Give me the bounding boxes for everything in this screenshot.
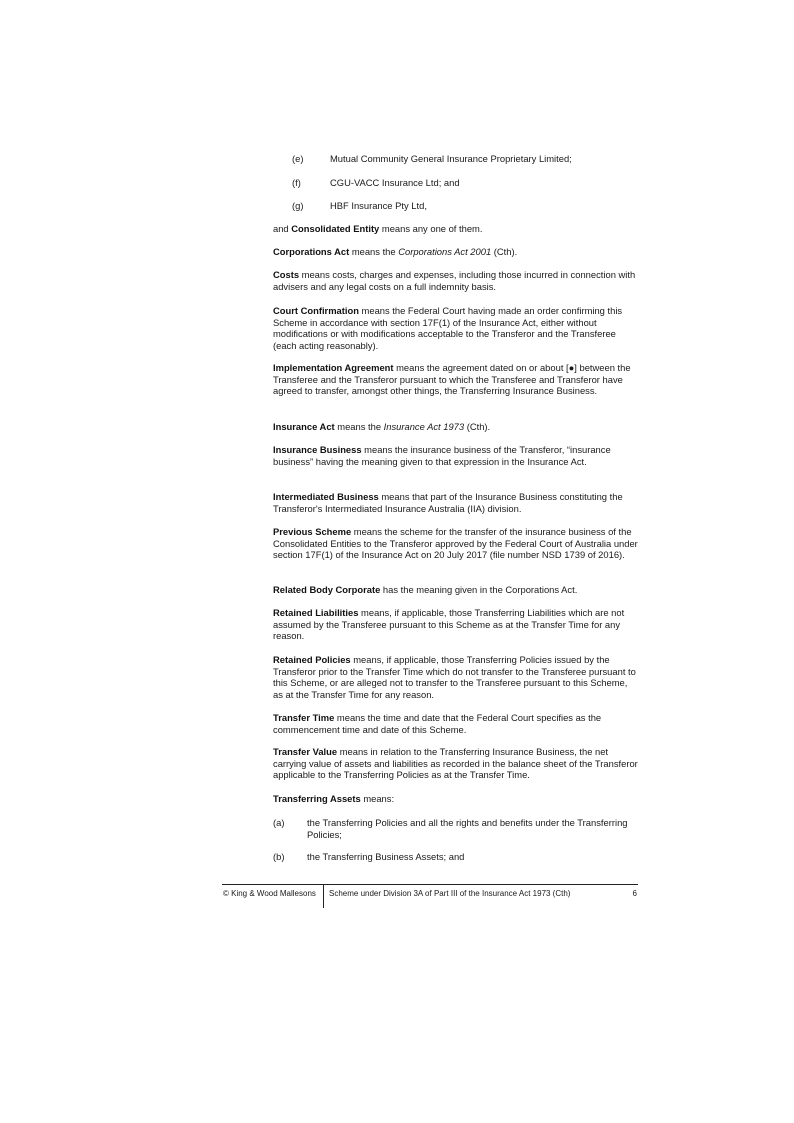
- definition-text: means the time and date that the Federal Court specifies as the commencement time and date of this Scheme.: [273, 712, 602, 735]
- definition-term: Related Body Corporate: [273, 584, 381, 595]
- list-item-label: (a): [273, 817, 285, 828]
- definition-text: means in relation to the Transferring Insurance Business, the net carrying value of assets and liabilities as recorded in the balance sheet of the Transferor applicable to the Transferring Policies as at the Transfer Time.: [273, 746, 638, 780]
- definition-term: Insurance Act: [273, 421, 335, 432]
- footer-divider: [222, 884, 638, 885]
- list-item-text: the Transferring Business Assets; and: [307, 851, 465, 862]
- definition-text: means the: [349, 246, 399, 257]
- definition-intermediated-business: [273, 491, 638, 514]
- definition-text-tail: (Cth).: [464, 421, 491, 432]
- definition-term: Previous Scheme: [273, 526, 352, 537]
- definition-insurance-act: [273, 421, 638, 433]
- definition-term: Insurance Business: [273, 444, 362, 455]
- act-title: Corporations Act 2001: [398, 246, 492, 257]
- definition-costs: [273, 269, 638, 292]
- definition-text: means, if applicable, those Transferring Liabilities which are not assumed by the Transferee pursuant to this Scheme as at the Transfer Time for any reason.: [273, 607, 625, 641]
- definition-consolidated-entity: [273, 223, 638, 235]
- list-item-text: CGU-VACC Insurance Ltd; and: [330, 177, 460, 188]
- definition-text: means the scheme for the transfer of the insurance business of the Consolidated Entities to the Transferor approved by the Federal Court of Australia under section 17F(1) of the Insurance Act on 20 July 2017 (file number NSD 1739 of 2016).: [273, 526, 638, 560]
- definition-text: means the agreement dated on or about [●] between the Transferee and the Transferor pursuant to which the Transferee and Transferor have agreed to transfer, amongst other things, the Transferring Insurance Business.: [273, 362, 631, 396]
- definition-retained-liabilities: [273, 607, 638, 642]
- definition-text: means any one of them.: [379, 223, 483, 234]
- definition-insurance-business: [273, 444, 638, 467]
- page-number: 6: [632, 889, 637, 898]
- definition-term: Consolidated Entity: [291, 223, 380, 234]
- list-item-label: (e): [292, 153, 304, 164]
- list-item-label: (g): [292, 200, 304, 211]
- definition-term: Court Confirmation: [273, 305, 359, 316]
- definition-court-confirmation: [273, 305, 638, 351]
- definition-text: means that part of the Insurance Business constituting the Transferor's Intermediated Insurance Australia (IIA) division.: [273, 491, 623, 514]
- definition-term: Retained Liabilities: [273, 607, 359, 618]
- act-title: Insurance Act 1973: [383, 421, 465, 432]
- list-item-text: the Transferring Policies and all the rights and benefits under the Transferring Policies;: [307, 817, 628, 840]
- definition-text: means:: [360, 793, 395, 804]
- definition-prefix: and: [273, 223, 292, 234]
- definition-transfer-value: [273, 746, 638, 781]
- definition-term: Transfer Time: [273, 712, 335, 723]
- definition-related-body-corporate: [273, 584, 638, 596]
- definition-transferring-assets: [273, 793, 638, 805]
- list-item-text: HBF Insurance Pty Ltd,: [330, 200, 427, 211]
- definition-text: means the Federal Court having made an order confirming this Scheme in accordance with section 17F(1) of the Insurance Act, either without modifications or with modifications acceptable to the Transferor and the Transferee (each acting reasonably).: [273, 305, 623, 351]
- definition-previous-scheme: [273, 526, 638, 561]
- definition-term: Corporations Act: [273, 246, 350, 257]
- definition-transfer-time: [273, 712, 638, 735]
- definition-text: means the: [334, 421, 384, 432]
- footer-vertical-divider: [323, 884, 324, 908]
- list-item-text: Mutual Community General Insurance Proprietary Limited;: [330, 153, 572, 164]
- definition-text: means, if applicable, those Transferring Policies issued by the Transferor prior to the Transfer Time which do not transfer to the Transferee pursuant to this Scheme, or are alleged not to transfer to the Transferee pursuant to this Scheme, as at the Transfer Time for any reason.: [273, 654, 636, 700]
- definition-corporations-act: [273, 246, 638, 258]
- list-item-label: (b): [273, 851, 285, 862]
- definition-text: means the insurance business of the Transferor, “insurance business” having the meaning given to that expression in the Insurance Act.: [273, 444, 611, 467]
- definition-term: Transferring Assets: [273, 793, 361, 804]
- definition-term: Transfer Value: [273, 746, 338, 757]
- footer-firm: © King & Wood Mallesons: [223, 889, 316, 898]
- definition-implementation-agreement: [273, 362, 638, 397]
- definition-term: Implementation Agreement: [273, 362, 394, 373]
- definition-text: has the meaning given in the Corporations Act.: [380, 584, 578, 595]
- definition-term: Costs: [273, 269, 300, 280]
- definition-text-tail: (Cth).: [491, 246, 518, 257]
- definition-term: Intermediated Business: [273, 491, 379, 502]
- definition-retained-policies: [273, 654, 638, 700]
- definition-term: Retained Policies: [273, 654, 351, 665]
- definition-text: means costs, charges and expenses, including those incurred in connection with advisers and any legal costs on a full indemnity basis.: [273, 269, 636, 292]
- footer-document-title: Scheme under Division 3A of Part III of the Insurance Act 1973 (Cth): [329, 889, 571, 898]
- list-item-label: (f): [292, 177, 301, 188]
